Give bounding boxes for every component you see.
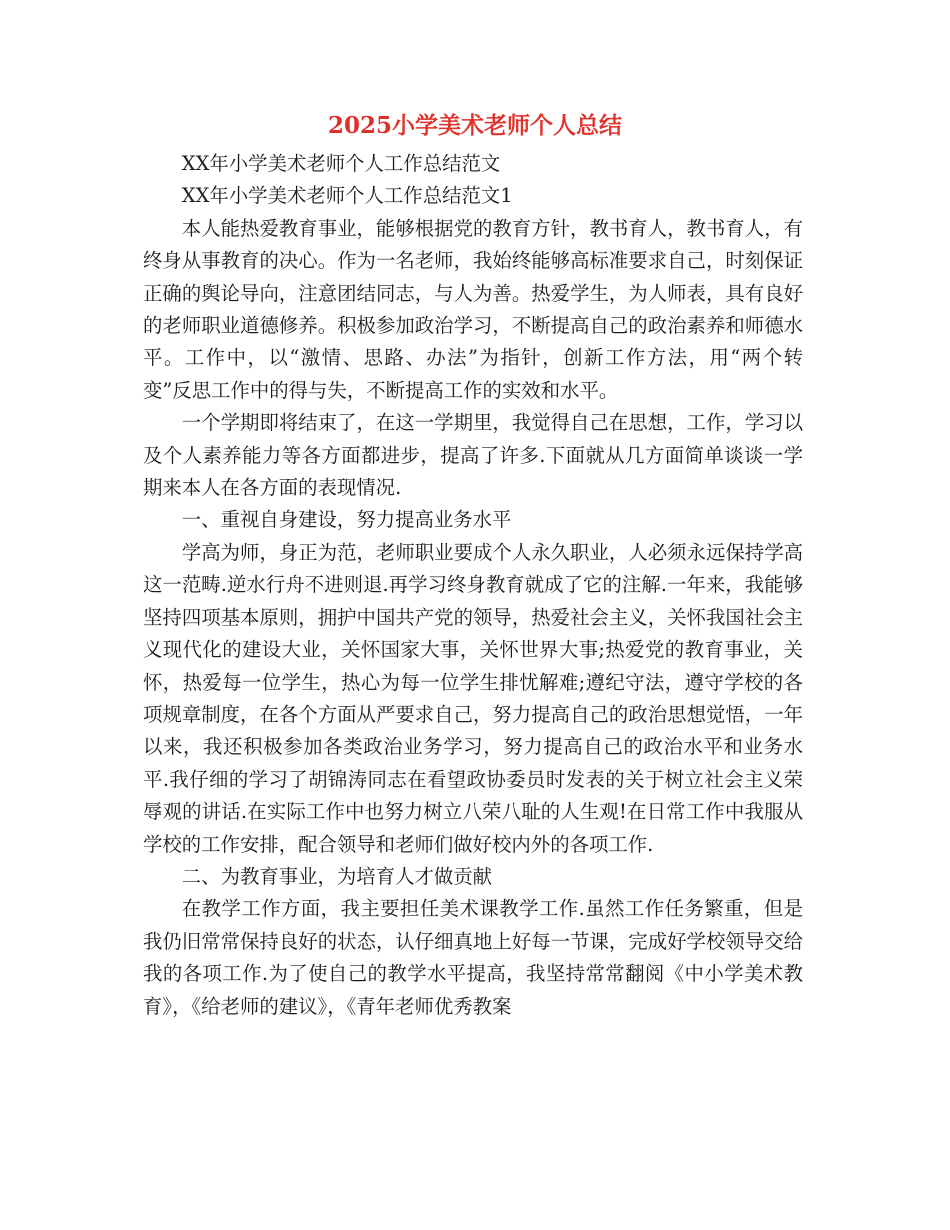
paragraph-section-heading: XX年小学美术老师个人工作总结范文1	[181, 184, 513, 208]
paragraph: 在教学工作方面，我主要担任美术课教学工作.虽然工作任务繁重，但是我仍旧常常保持良好的状态，认仔细真地上好每一节课，完成好学校领导交给我的各项工作.为了使自己的教学水平提高，我坚持常常翻阅《中小学美术教育》，《给老师的建议》，《青年老师优秀教案	[143, 897, 803, 1018]
section-heading: 一、重视自身建设，努力提高业务水平	[181, 508, 512, 532]
document-title: 2025小学美术老师个人总结	[327, 112, 622, 139]
document-body	[143, 148, 803, 1023]
section-heading: 二、为教育事业，为培育人才做贡献	[181, 864, 493, 888]
paragraph: 一个学期即将结束了，在这一学期里，我觉得自己在思想，工作，学习以及个人素养能力等各方面都进步，提高了许多.下面就从几方面简单谈谈一学期来本人在各方面的表现情况.	[143, 411, 803, 500]
paragraph-subtitle: XX年小学美术老师个人工作总结范文	[181, 152, 501, 175]
paragraph: 学高为师，身正为范，老师职业要成个人永久职业，人必须永远保持学高这一范畴.逆水行舟不进则退.再学习终身教育就成了它的注解.一年来，我能够坚持四项基本原则，拥护中国共产党的领导，热爱社会主义，关怀我国社会主义现代化的建设大业，关怀国家大事，关怀世界大事;热爱党的教育事业，关怀，热爱每一位学生，热心为每一位学生排忧解难;遵纪守法，遵守学校的各项规章制度，在各个方面从严要求自己，努力提高自己的政治思想觉悟，一年以来，我还积极参加各类政治业务学习，努力提高自己的政治水平和业务水平.我仔细的学习了胡锦涛同志在看望政协委员时发表的关于树立社会主义荣辱观的讲话.在实际工作中也努力树立八荣八耻的人生观!在日常工作中我服从学校的工作安排，配合领导和老师们做好校内外的各项工作.	[143, 540, 803, 856]
paragraph: 本人能热爱教育事业，能够根据党的教育方针，教书育人，教书育人，有终身从事教育的决心。作为一名老师，我始终能够高标准要求自己，时刻保证正确的舆论导向，注意团结同志，与人为善。热爱学生，为人师表，具有良好的老师职业道德修养。积极参加政治学习，不断提高自己的政治素养和师德水平。工作中，以“激情、思路、办法”为指针，创新工作方法，用“两个转变”反思工作中的得与失，不断提高工作的实效和水平。	[143, 216, 803, 402]
